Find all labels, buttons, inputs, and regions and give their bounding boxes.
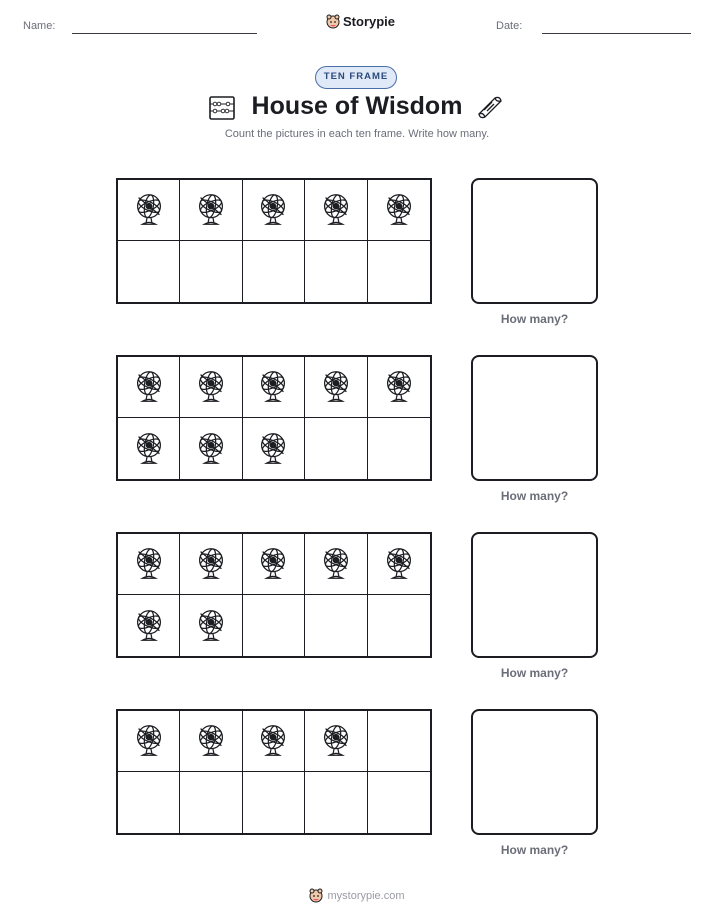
frame-cell: [118, 534, 180, 595]
ten-frame-3: [116, 532, 432, 658]
ten-frame-2: [116, 355, 432, 481]
armillary-sphere-icon: [317, 545, 355, 583]
armillary-sphere-icon: [317, 722, 355, 760]
how-many-label-1: How many?: [500, 312, 569, 326]
armillary-sphere-icon: [192, 430, 230, 468]
frame-cell: [118, 772, 180, 833]
frame-cell: [368, 241, 430, 302]
frame-cell: [118, 357, 180, 418]
armillary-sphere-icon: [254, 191, 292, 229]
armillary-sphere-icon: [130, 607, 168, 645]
instructions: Count the pictures in each ten frame. Write how many.: [224, 128, 490, 140]
armillary-sphere-icon: [317, 368, 355, 406]
armillary-sphere-icon: [130, 191, 168, 229]
frame-cell: [118, 241, 180, 302]
frame-cell: [243, 241, 305, 302]
frame-cell: [118, 595, 180, 656]
armillary-sphere-icon: [192, 607, 230, 645]
name-line[interactable]: [72, 33, 257, 34]
frame-cell: [243, 595, 305, 656]
armillary-sphere-icon: [380, 191, 418, 229]
frame-cell: [368, 711, 430, 772]
ten-frame-1: [116, 178, 432, 304]
armillary-sphere-icon: [192, 545, 230, 583]
frame-cell: [243, 534, 305, 595]
frame-cell: [368, 534, 430, 595]
worksheet-type-badge: TEN FRAME: [315, 66, 397, 89]
frame-cell: [180, 534, 242, 595]
frame-cell: [368, 180, 430, 241]
frame-cell: [243, 772, 305, 833]
frame-cell: [305, 241, 367, 302]
armillary-sphere-icon: [192, 368, 230, 406]
storypie-mascot-icon: [326, 14, 340, 29]
frame-cell: [368, 772, 430, 833]
how-many-label-2: How many?: [500, 489, 569, 503]
date-line[interactable]: [542, 33, 691, 34]
frame-cell: [243, 357, 305, 418]
frame-cell: [305, 357, 367, 418]
armillary-sphere-icon: [380, 545, 418, 583]
armillary-sphere-icon: [130, 722, 168, 760]
frame-cell: [180, 180, 242, 241]
frame-cell: [118, 180, 180, 241]
brand-logo: [326, 14, 395, 29]
answer-box-3[interactable]: [471, 532, 598, 658]
frame-cell: [305, 180, 367, 241]
armillary-sphere-icon: [130, 368, 168, 406]
frame-cell: [368, 418, 430, 479]
storypie-mascot-icon: [309, 888, 323, 903]
frame-cell: [305, 595, 367, 656]
answer-box-2[interactable]: [471, 355, 598, 481]
how-many-label-3: How many?: [500, 666, 569, 680]
brand-name: Storypie: [343, 14, 396, 29]
frame-cell: [180, 772, 242, 833]
frame-cell: [180, 711, 242, 772]
frame-cell: [243, 180, 305, 241]
frame-cell: [180, 418, 242, 479]
armillary-sphere-icon: [130, 545, 168, 583]
armillary-sphere-icon: [254, 545, 292, 583]
name-label: Name:: [23, 20, 56, 32]
frame-cell: [118, 711, 180, 772]
frame-cell: [368, 595, 430, 656]
page-title: House of Wisdom: [251, 92, 463, 120]
armillary-sphere-icon: [192, 191, 230, 229]
frame-cell: [305, 711, 367, 772]
frame-cell: [180, 595, 242, 656]
frame-cell: [180, 241, 242, 302]
frame-cell: [243, 418, 305, 479]
armillary-sphere-icon: [380, 368, 418, 406]
ten-frame-4: [116, 709, 432, 835]
frame-cell: [243, 711, 305, 772]
scroll-icon: [475, 94, 505, 120]
frame-cell: [180, 357, 242, 418]
footer-url: mystorypie.com: [327, 889, 405, 902]
armillary-sphere-icon: [130, 430, 168, 468]
armillary-sphere-icon: [317, 191, 355, 229]
armillary-sphere-icon: [192, 722, 230, 760]
frame-cell: [305, 772, 367, 833]
frame-cell: [305, 418, 367, 479]
date-label: Date:: [496, 20, 523, 32]
frame-cell: [118, 418, 180, 479]
footer: [0, 888, 714, 903]
frame-cell: [368, 357, 430, 418]
answer-box-1[interactable]: [471, 178, 598, 304]
frame-cell: [305, 534, 367, 595]
armillary-sphere-icon: [254, 368, 292, 406]
answer-box-4[interactable]: [471, 709, 598, 835]
armillary-sphere-icon: [254, 722, 292, 760]
how-many-label-4: How many?: [500, 843, 569, 857]
armillary-sphere-icon: [254, 430, 292, 468]
